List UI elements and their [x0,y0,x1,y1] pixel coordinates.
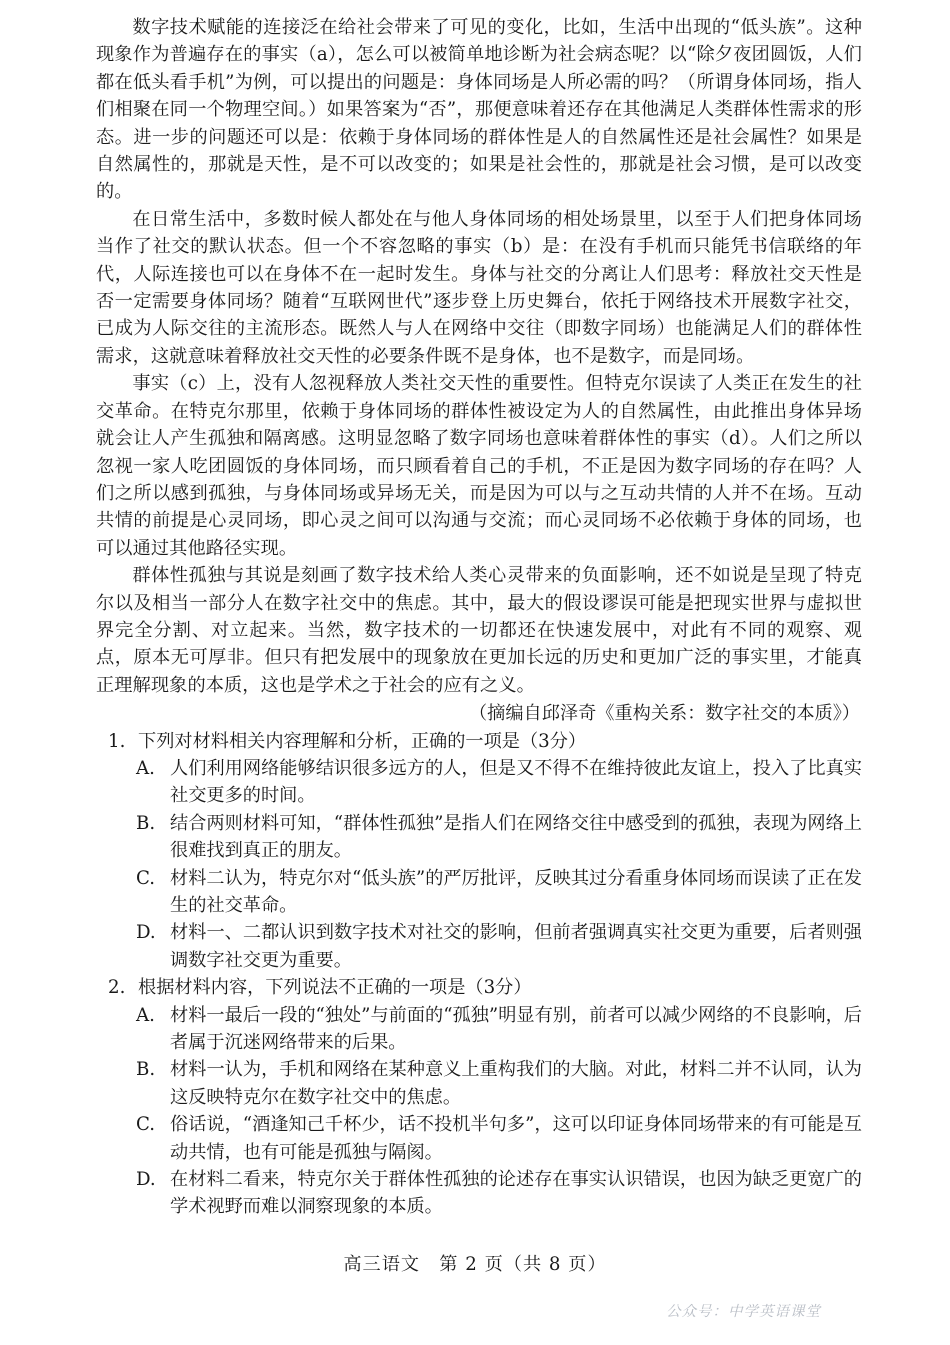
question-2-text: 根据材料内容，下列说法不正确的一项是（3分） [138,977,532,999]
passage-paragraph-2: 在日常生活中，多数时候人都处在与他人身体同场的相处场景里，以至于人们把身体同场当作了社交的默认状态。但一个不容忽略的事实（b）是：在没有手机而只能凭书信联络的年代，人际连接也可以在身体不在一起时发生。身体与社交的分离让人们思考：释放社交天性是否一定需要身体同场？随着“互联网世代”逐步登上历史舞台，依托于网络技术开展数字社交，已成为人际交往的主流形态。既然人与人在网络中交往（即数字同场）也能满足人们的群体性需求，这就意味着释放社交天性的必要条件既不是身体，也不是数字，而是同场。 [96,208,862,367]
question-1-stem [96,728,862,755]
passage-paragraph-4: 群体性孤独与其说是刻画了数字技术给人类心灵带来的负面影响，还不如说是呈现了特克尔以及相当一部分人在数字社交中的焦虑。其中，最大的假设谬误可能是把现实世界与虚拟世界完全分割、对立起来。当然，数字技术的一切都还在快速发展中，对此有不同的观察、观点，原本无可厚非。但只有把发展中的现象放在更加长远的历史和更加广泛的事实里，才能真正理解现象的本质，这也是学术之于社会的应有之义。 [96,565,862,696]
option-text: 人们利用网络能够结识很多远方的人，但是又不得不在维持彼此友谊上，投入了比真实社交更多的时间。 [170,757,862,807]
option-text: 材料一最后一段的“独处”与前面的“孤独”明显有别，前者可以减少网络的不良影响，后者属于沉迷网络带来的后果。 [170,1004,862,1054]
question-1-option-b [96,810,862,865]
option-text: 在材料二看来，特克尔关于群体性孤独的论述存在事实认识错误，也因为缺乏更宽广的学术视野而难以洞察现象的本质。 [170,1169,862,1218]
question-2-stem [96,974,862,1001]
passage-source: （摘编自邱泽奇《重构关系：数字社交的本质》） [468,703,860,725]
option-text: 材料一、二都认识到数字技术对社交的影响，但前者强调真实社交更为重要，后者则强调数字社交更为重要。 [170,922,862,971]
option-letter: C. [136,1114,156,1136]
question-1-text: 下列对材料相关内容理解和分析，正确的一项是（3分） [138,730,587,752]
question-2-option-c [96,1111,862,1166]
question-1-number: 1. [108,730,126,752]
option-text: 俗话说，“酒逢知己千杯少，话不投机半句多”，这可以印证身体同场带来的有可能是互动共情，也有可能是孤独与隔阂。 [170,1114,862,1163]
question-2-option-a [96,1002,862,1057]
option-letter: A. [136,757,155,779]
passage-paragraph-3: 事实（c）上，没有人忽视释放人类社交天性的重要性。但特克尔误读了人类正在发生的社交革命。在特克尔那里，依赖于身体同场的群体性被设定为人的自然属性，由此推出身体异场就会让人产生孤独和隔离感。这明显忽略了数字同场也意味着群体性的事实（d）。人们之所以忽视一家人吃团圆饭的身体同场，而只顾看着自己的手机，不正是因为数字同场的存在吗？人们之所以感到孤独，与身体同场或异场无关，而是因为可以与之互动共情的人并不在场。互动共情的前提是心灵同场，即心灵之间可以沟通与交流；而心灵同场不必依赖于身体的同场，也可以通过其他路径实现。 [96,373,862,559]
question-1 [96,728,862,975]
question-1-option-c [96,865,862,920]
question-1-option-a [96,755,862,810]
passage [96,14,862,728]
option-text: 材料一认为，手机和网络在某种意义上重构我们的大脑。对此，材料二并不认同，认为这反映特克尔在数字社交中的焦虑。 [170,1059,862,1108]
passage-paragraph-1: 数字技术赋能的连接泛在给社会带来了可见的变化，比如，生活中出现的“低头族”。这种现象作为普遍存在的事实（a），怎么可以被简单地诊断为社会病态呢？以“除夕夜团圆饭，人们都在低头看手机”为例，可以提出的问题是：身体同场是人所必需的吗？（所谓身体同场，指人们相聚在同一个物理空间。）如果答案为“否”，那便意味着还存在其他满足人类群体性需求的形态。进一步的问题还可以是：依赖于身体同场的群体性是人的自然属性还是社会属性？如果是自然属性的，那就是天性，是不可以改变的；如果是社会性的，那就是社会习惯，是可以改变的。 [96,17,862,203]
question-2-number: 2. [108,977,126,999]
page-footer: 高三语文 第 2 页（共 8 页） [343,1254,607,1275]
document-page [96,14,862,1221]
question-1-option-d [96,919,862,974]
option-text: 结合两则材料可知，“群体性孤独”是指人们在网络交往中感受到的孤独，表现为网络上很难找到真正的朋友。 [170,812,862,862]
option-letter: D. [136,1169,156,1191]
option-letter: C. [136,867,156,889]
question-2-option-d [96,1166,862,1221]
option-letter: D. [136,922,156,944]
watermark-text: 公众号：中学英语课堂 [666,1304,821,1320]
option-letter: A. [136,1004,155,1026]
option-letter: B. [136,812,156,834]
option-text: 材料二认为，特克尔对“低头族”的严厉批评，反映其过分看重身体同场而误读了正在发生的社交革命。 [170,867,862,916]
question-2 [96,974,862,1221]
option-letter: B. [136,1059,156,1081]
question-2-option-b [96,1056,862,1111]
